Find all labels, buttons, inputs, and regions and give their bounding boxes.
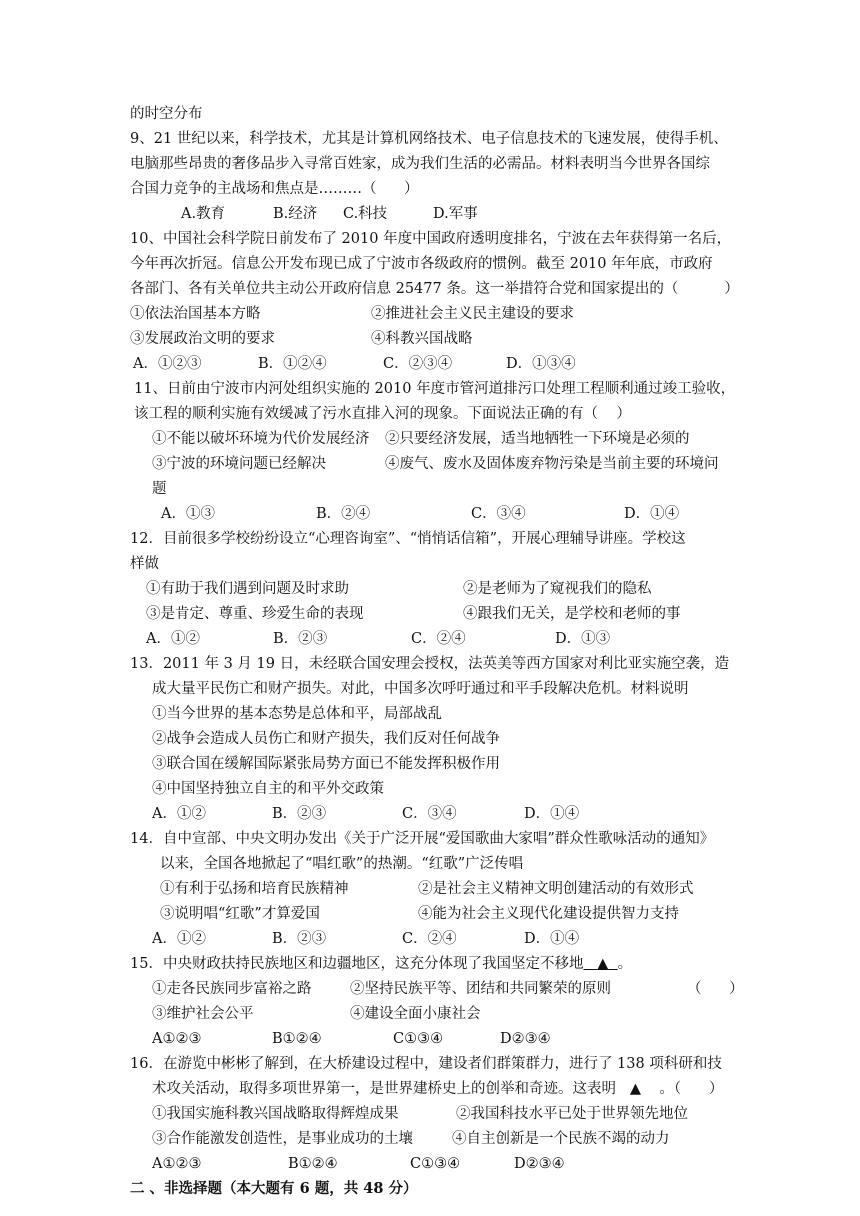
- q10-item-4: ④科教兴国战略: [371, 331, 473, 347]
- q13-option-c: C．③④: [402, 806, 457, 822]
- question-13-line-2: 成大量平民伤亡和财产损失。对此，中国多次呼吁通过和平手段解决危机。材料说明: [152, 681, 689, 697]
- q14-option-b: B．②③: [272, 931, 327, 947]
- q13-item-4: ④中国坚持独立自主的和平外交政策: [152, 781, 384, 797]
- q11-option-a: A．①③: [161, 506, 215, 522]
- q12-option-d: D．①③: [555, 631, 611, 647]
- q11-item-4: ④废气、废水及固体废弃物污染是当前主要的环境问: [385, 456, 719, 472]
- q12-item-1: ①有助于我们遇到问题及时求助: [146, 581, 349, 597]
- q12-item-2: ②是老师为了窥视我们的隐私: [463, 581, 652, 597]
- q12-item-4: ④跟我们无关，是学校和老师的事: [463, 606, 681, 622]
- q14-option-c: C．②④: [402, 931, 457, 947]
- q13-item-1: ①当今世界的基本态势是总体和平，局部战乱: [152, 706, 442, 722]
- q9-option-d: D.军事: [433, 206, 478, 222]
- q11-item-3: ③宁波的环境问题已经解决: [152, 456, 326, 472]
- q11-item-2: ②只要经济发展，适当地牺牲一下环境是必须的: [385, 431, 690, 447]
- q15-item-2: ②坚持民族平等、团结和共同繁荣的原则: [350, 981, 611, 997]
- question-10-line-1: 10、中国社会科学院日前发布了 2010 年度中国政府透明度排名，宁波在去年获得第一名后，: [130, 231, 732, 247]
- q16-item-4: ④自主创新是一个民族不竭的动力: [452, 1131, 670, 1147]
- q16-item-1: ①我国实施科教兴国战略取得辉煌成果: [152, 1106, 399, 1122]
- q12-option-a: A．①②: [146, 631, 200, 647]
- question-9-line-1: 9、21 世纪以来，科学技术，尤其是计算机网络技术、电子信息技术的飞速发展，使得手机、: [130, 131, 728, 147]
- q10-option-b: B．①②④: [258, 356, 327, 372]
- q9-option-a: A.教育: [181, 206, 226, 222]
- q16-option-d: D②③④: [514, 1156, 565, 1172]
- q15-answer-paren: （ ）: [687, 981, 744, 997]
- q9-option-c: C.科技: [343, 206, 388, 222]
- q10-item-3: ③发展政治文明的要求: [130, 331, 275, 347]
- question-16-line-2: 术攻关活动，取得多项世界第一，是世界建桥史上的创举和奇迹。这表明 ▲ 。（ ）: [152, 1081, 724, 1097]
- q10-option-d: D．①③④: [506, 356, 576, 372]
- q10-item-2: ②推进社会主义民主建设的要求: [371, 306, 574, 322]
- continued-text: 的时空分布: [130, 106, 203, 122]
- q14-item-3: ③说明唱“红歌”才算爱国: [160, 906, 320, 922]
- q16-option-b: B①②④: [288, 1156, 338, 1172]
- q16-item-2: ②我国科技水平已处于世界领先地位: [456, 1106, 688, 1122]
- q13-option-b: B．②③: [272, 806, 327, 822]
- question-11-line-1: 11、日前由宁波市内河处组织实施的 2010 年度市管河道排污口处理工程顺利通过竣工验收，: [134, 381, 736, 397]
- q14-option-d: D．①④: [524, 931, 580, 947]
- question-12-line-1: 12．目前很多学校纷纷设立“心理咨询室”、“悄悄话信箱”，开展心理辅导讲座。学校这: [130, 531, 686, 547]
- q10-option-c: C．②③④: [383, 356, 453, 372]
- q16-option-c: C①③④: [410, 1156, 461, 1172]
- q11-option-b: B．②④: [316, 506, 371, 522]
- q15-option-c: C①③④: [393, 1031, 444, 1047]
- q15-option-b: B①②④: [272, 1031, 322, 1047]
- q11-option-c: C．③④: [471, 506, 526, 522]
- q16-option-a: A①②③: [152, 1156, 202, 1172]
- q11-item-1: ①不能以破坏环境为代价发展经济: [152, 431, 370, 447]
- question-14-line-1: 14．自中宣部、中央文明办发出《关于广泛开展“爱国歌曲大家唱”群众性歌咏活动的通知》: [130, 831, 715, 847]
- q16-item-3: ③合作能激发创造性，是事业成功的土壤: [152, 1131, 413, 1147]
- q14-option-a: A．①②: [152, 931, 206, 947]
- q13-option-d: D．①④: [524, 806, 580, 822]
- question-9-line-3: 合国力竞争的主战场和焦点是………（ ）: [130, 181, 419, 197]
- q11-item-4-cont: 题: [152, 481, 167, 497]
- question-15-line-1: [130, 954, 632, 974]
- q14-item-2: ②是社会主义精神文明创建活动的有效形式: [418, 881, 694, 897]
- q14-item-4: ④能为社会主义现代化建设提供智力支持: [418, 906, 679, 922]
- question-14-line-2: 以来，全国各地掀起了“唱红歌”的热潮。“红歌”广泛传唱: [160, 856, 524, 872]
- q13-option-a: A．①②: [152, 806, 206, 822]
- section-2-heading: 二 、非选择题（本大题有 6 题，共 48 分）: [130, 1180, 418, 1197]
- question-16-line-1: 16．在游览中彬彬了解到，在大桥建设过程中，建设者们群策群力，进行了 138 项科研和技: [130, 1056, 722, 1072]
- q15-item-4: ④建设全面小康社会: [350, 1006, 481, 1022]
- q15-answer-blank: [583, 956, 617, 972]
- q15-option-a: A①②③: [152, 1031, 202, 1047]
- q9-option-b: B.经济: [273, 206, 318, 222]
- q14-item-1: ①有利于弘扬和培育民族精神: [160, 881, 349, 897]
- q15-item-1: ①走各民族同步富裕之路: [152, 981, 312, 997]
- q13-item-3: ③联合国在缓解国际紧张局势方面已不能发挥积极作用: [152, 756, 500, 772]
- q15-option-d: D②③④: [500, 1031, 551, 1047]
- q11-option-d: D．①④: [624, 506, 680, 522]
- question-10-line-2: 今年再次折冠。信息公开发布现已成了宁波市各级政府的惯例。截至 2010 年年底，市政府: [130, 256, 713, 272]
- q15-item-3: ③维护社会公平: [152, 1006, 254, 1022]
- question-9-line-2: 电脑那些昂贵的奢侈品步入寻常百姓家，成为我们生活的必需品。材料表明当今世界各国综: [130, 156, 710, 172]
- q12-option-b: B．②③: [273, 631, 328, 647]
- blank-triangle-icon: ▲: [597, 956, 609, 972]
- question-12-line-2: 样做: [130, 556, 159, 572]
- q10-option-a: A．①②③: [133, 356, 202, 372]
- q15-stem: 15．中央财政扶持民族地区和边疆地区，这充分体现了我国坚定不移地: [130, 956, 584, 972]
- q12-item-3: ③是肯定、尊重、珍爱生命的表现: [146, 606, 364, 622]
- question-11-line-2: 该工程的顺利实施有效缓减了污水直排入河的现象。下面说法正确的有（ ）: [134, 406, 631, 422]
- q15-stem-end: 。: [617, 956, 633, 972]
- question-10-line-3: 各部门、各有关单位共主动公开政府信息 25477 条。这一举措符合党和国家提出的（ ）: [130, 281, 739, 297]
- q12-option-c: C．②④: [411, 631, 466, 647]
- q13-item-2: ②战争会造成人员伤亡和财产损失，我们反对任何战争: [152, 731, 500, 747]
- q10-item-1: ①依法治国基本方略: [130, 306, 261, 322]
- question-13-line-1: 13．2011 年 3 月 19 日，未经联合国安理会授权，法英美等西方国家对利比亚实施空袭，造: [130, 656, 730, 672]
